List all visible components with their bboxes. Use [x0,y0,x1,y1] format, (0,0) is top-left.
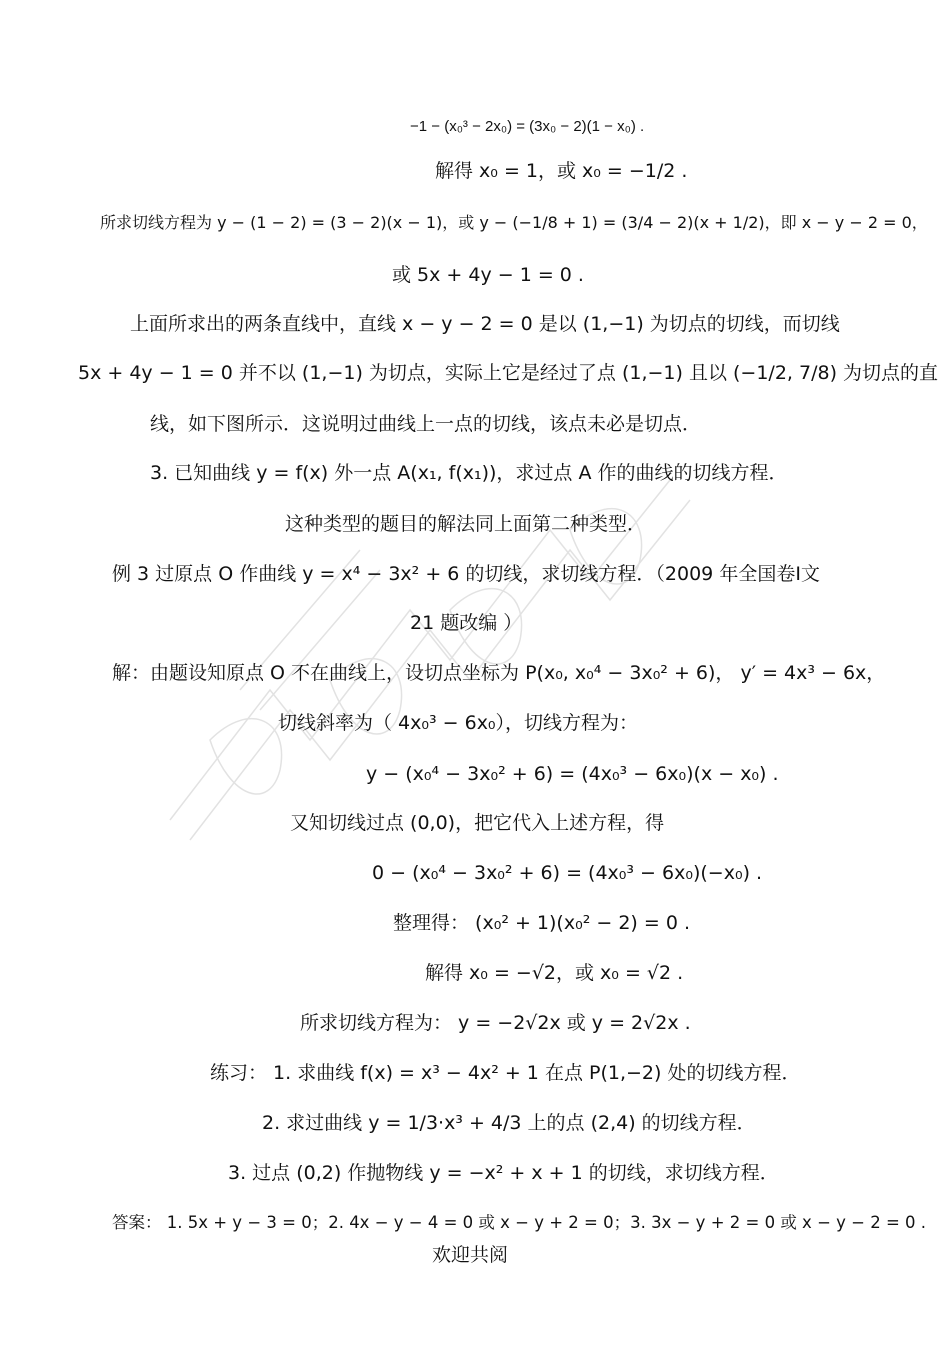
exercise-3: 3. 过点 (0,2) 作抛物线 y = −x² + x + 1 的切线，求切线方程． [228,1162,779,1184]
paragraph-line: 上面所求出的两条直线中，直线 x − y − 2 = 0 是以 (1,−1) 为切点的切线，而切线 [130,313,840,335]
simplified-equation: 整理得： (x₀² + 1)(x₀² − 2) = 0 . [393,912,690,934]
paragraph-line: 线，如下图所示．这说明过曲线上一点的切线，该点未必是切点． [150,413,702,435]
answers-line: 答案： 1. 5x + y − 3 = 0；2. 4x − y − 4 = 0 或 x − y + 2 = 0；3. 3x − y + 2 = 0 或 x − y − 2 = 0 . [112,1213,927,1232]
final-tangent-equations: 所求切线方程为： y = −2√2x 或 y = 2√2x . [300,1012,691,1034]
tangent-line-equation: y − (x₀⁴ − 3x₀² + 6) = (4x₀³ − 6x₀)(x − x₀) . [366,763,779,785]
example-3-source: 21 题改编 ） [410,612,523,634]
equation-line-1: −1 − (x₀³ − 2x₀) = (3x₀ − 2)(1 − x₀) . [410,118,645,135]
tangent-equation-alt: 或 5x + 4y − 1 = 0 . [392,264,584,286]
solution-line-x0: 解得 x₀ = 1，或 x₀ = −1/2 . [435,160,688,182]
paragraph-line: 5x + 4y − 1 = 0 并不以 (1,−1) 为切点，实际上它是经过了点 (1,−1) 且以 (−1/2, 7/8) 为切点的直 [78,362,939,384]
paragraph-line: 又知切线过点 (0,0)，把它代入上述方程，得 [290,812,665,834]
solution-slope: 切线斜率为（ 4x₀³ − 6x₀），切线方程为： [278,712,639,734]
footer-text: 欢迎共阅 [432,1244,509,1266]
paragraph-line: 这种类型的题目的解法同上面第二种类型． [285,513,647,535]
solution-intro: 解：由题设知原点 O 不在曲线上，设切点坐标为 P(x₀, x₀⁴ − 3x₀² + 6)， y′ = 4x³ − 6x， [112,662,886,684]
section-heading-3: 3. 已知曲线 y = f(x) 外一点 A(x₁, f(x₁))，求过点 A 作的曲线的切线方程． [150,462,788,484]
watermark [150,440,710,860]
example-3-heading: 例 3 过原点 O 作曲线 y = x⁴ − 3x² + 6 的切线，求切线方程．（2009 年全国卷Ⅰ文 [112,563,820,585]
tangent-equations-line: 所求切线方程为 y − (1 − 2) = (3 − 2)(x − 1)，或 y − (−1/8 + 1) = (3/4 − 2)(x + 1/2)，即 x − y − 2 = 0， [100,213,928,232]
substituted-equation: 0 − (x₀⁴ − 3x₀² + 6) = (4x₀³ − 6x₀)(−x₀) . [372,862,763,884]
exercise-2: 2. 求过曲线 y = 1/3·x³ + 4/3 上的点 (2,4) 的切线方程． [262,1112,756,1134]
exercise-1: 练习： 1. 求曲线 f(x) = x³ − 4x² + 1 在点 P(1,−2) 处的切线方程． [210,1062,801,1084]
solution-roots: 解得 x₀ = −√2，或 x₀ = √2 . [425,962,684,984]
